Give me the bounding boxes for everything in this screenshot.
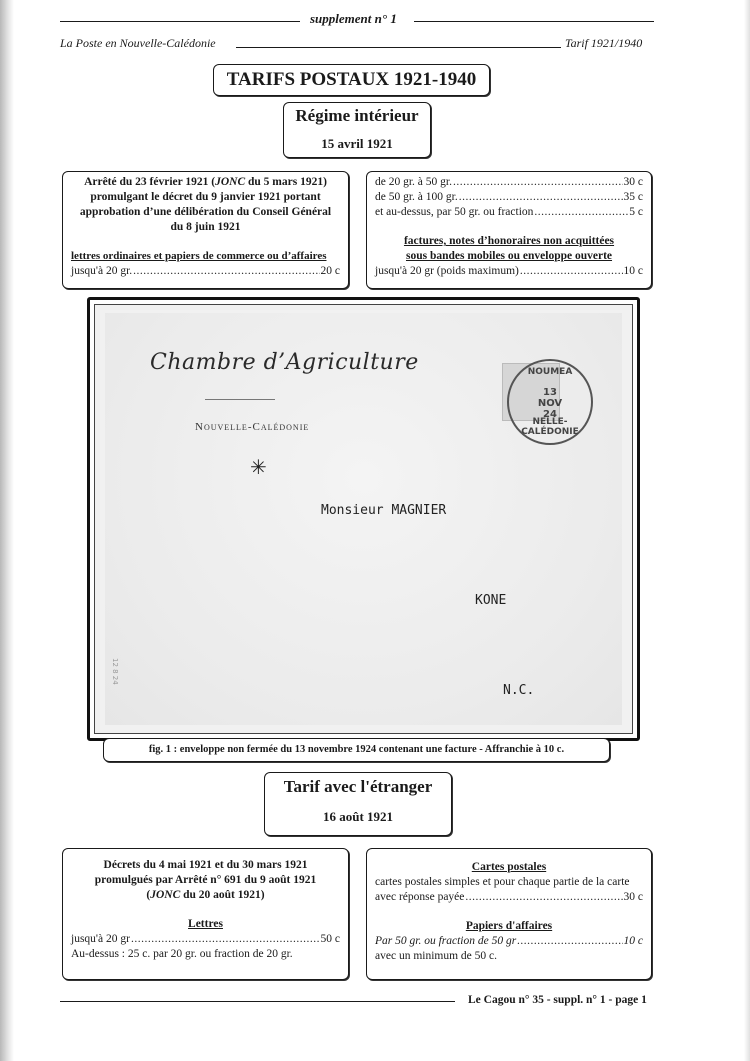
invoices-heading-2: sous bandes mobiles ou enveloppe ouverte [405, 250, 613, 262]
supplement-label: supplement n° 1 [310, 11, 397, 26]
header-rule-middle [236, 47, 561, 48]
tariff-range: Tarif 1921/1940 [565, 36, 643, 50]
business-note: avec un minimum de 50 c. [375, 950, 497, 962]
leader-dots [517, 934, 622, 949]
invoices-heading-1: factures, notes d’honoraires non acquittées [403, 235, 615, 247]
scan-edge-right [744, 0, 750, 1061]
envelope-figure [87, 297, 640, 741]
foreign-decree-panel [62, 848, 349, 980]
decree-text: Arrêté du 23 février 1921 (JONC du 5 mars 1921) promulgant le décret du 9 janvier 1921 portant approbation d’une délibération du Conseil Général du 8 juin 1921 [79, 176, 332, 233]
rate-row: jusqu'à 20 gr (poids maximum) ..... 10 c [375, 264, 643, 279]
business-heading: Papiers d'affaires [465, 920, 553, 932]
postmark-cancel: NOUMEA 13 NOV 24 NELLE-CALÉDONIE [507, 359, 593, 445]
addressee-country: N.C. [503, 683, 535, 698]
leader-dots [133, 264, 319, 279]
postcards-description: cartes postales simples et pour chaque partie de la carte [375, 876, 630, 888]
rate-row: Par 50 gr. ou fraction de 50 gr ..... 10 c [375, 934, 643, 949]
letters-note: Au-dessus : 25 c. par 20 gr. ou fraction de 20 gr. [71, 948, 293, 960]
leader-dots [131, 932, 320, 947]
domestic-rates-panel [366, 171, 652, 289]
printer-code: 12 8 24 [111, 658, 119, 685]
sender-name: Chambre d’Agriculture [150, 350, 419, 375]
letters-heading: lettres ordinaires et papiers de commerce ou d’affaires [71, 250, 327, 262]
foreign-rates-panel [366, 848, 652, 980]
section-title-domestic [283, 102, 431, 158]
rate-row: avec réponse payée ..... 30 c [375, 890, 643, 905]
sender-place: Nouvelle-Calédonie [195, 421, 310, 433]
figure-caption: fig. 1 : enveloppe non fermée du 13 novembre 1924 contenant une facture - Affranchie à 10 c. [103, 738, 610, 762]
addressee-name: Monsieur MAGNIER [321, 503, 447, 518]
section-date: 15 avril 1921 [321, 136, 393, 151]
footer-rule [60, 1001, 455, 1002]
header-rule-left [60, 21, 300, 22]
addressee-city: KONE [475, 593, 507, 608]
rate-row: et au-dessus, par 50 gr. ou fraction ..... 5 c [375, 205, 643, 220]
postcards-heading: Cartes postales [471, 861, 547, 873]
rate-row: jusqu'à 20 gr ..... 50 c [71, 932, 340, 947]
letters-heading: Lettres [188, 918, 223, 930]
section-heading: Régime intérieur [295, 106, 419, 125]
rate-row: de 50 gr. à 100 gr. ..... 35 c [375, 190, 643, 205]
envelope-image [105, 313, 622, 725]
leader-dots [453, 175, 623, 190]
publication-title: La Poste en Nouvelle-Calédonie [60, 36, 216, 50]
section-date: 16 août 1921 [322, 809, 394, 824]
header-rule-right [414, 21, 654, 22]
rate-row: jusqu'à 20 gr. ..... 20 c [71, 264, 340, 279]
leader-dots [534, 205, 628, 220]
page-title: TARIFS POSTAUX 1921-1940 [213, 64, 490, 96]
scan-edge-left [0, 0, 14, 1061]
decree-text: Décrets du 4 mai 1921 et du 30 mars 1921 promulgués par Arrêté n° 691 du 9 août 1921 (JONC du 20 août 1921) [94, 859, 317, 901]
rate-row: de 20 gr. à 50 gr. ..... 30 c [375, 175, 643, 190]
leader-dots [465, 890, 622, 905]
star-ornament-icon: ✳ [250, 457, 267, 479]
leader-dots [520, 264, 623, 279]
page-reference: Le Cagou n° 35 - suppl. n° 1 - page 1 [468, 994, 647, 1006]
domestic-decree-panel [62, 171, 349, 289]
leader-dots [459, 190, 623, 205]
section-heading: Tarif avec l'étranger [283, 777, 433, 796]
ornament-line [205, 399, 275, 400]
section-title-foreign [264, 772, 452, 836]
